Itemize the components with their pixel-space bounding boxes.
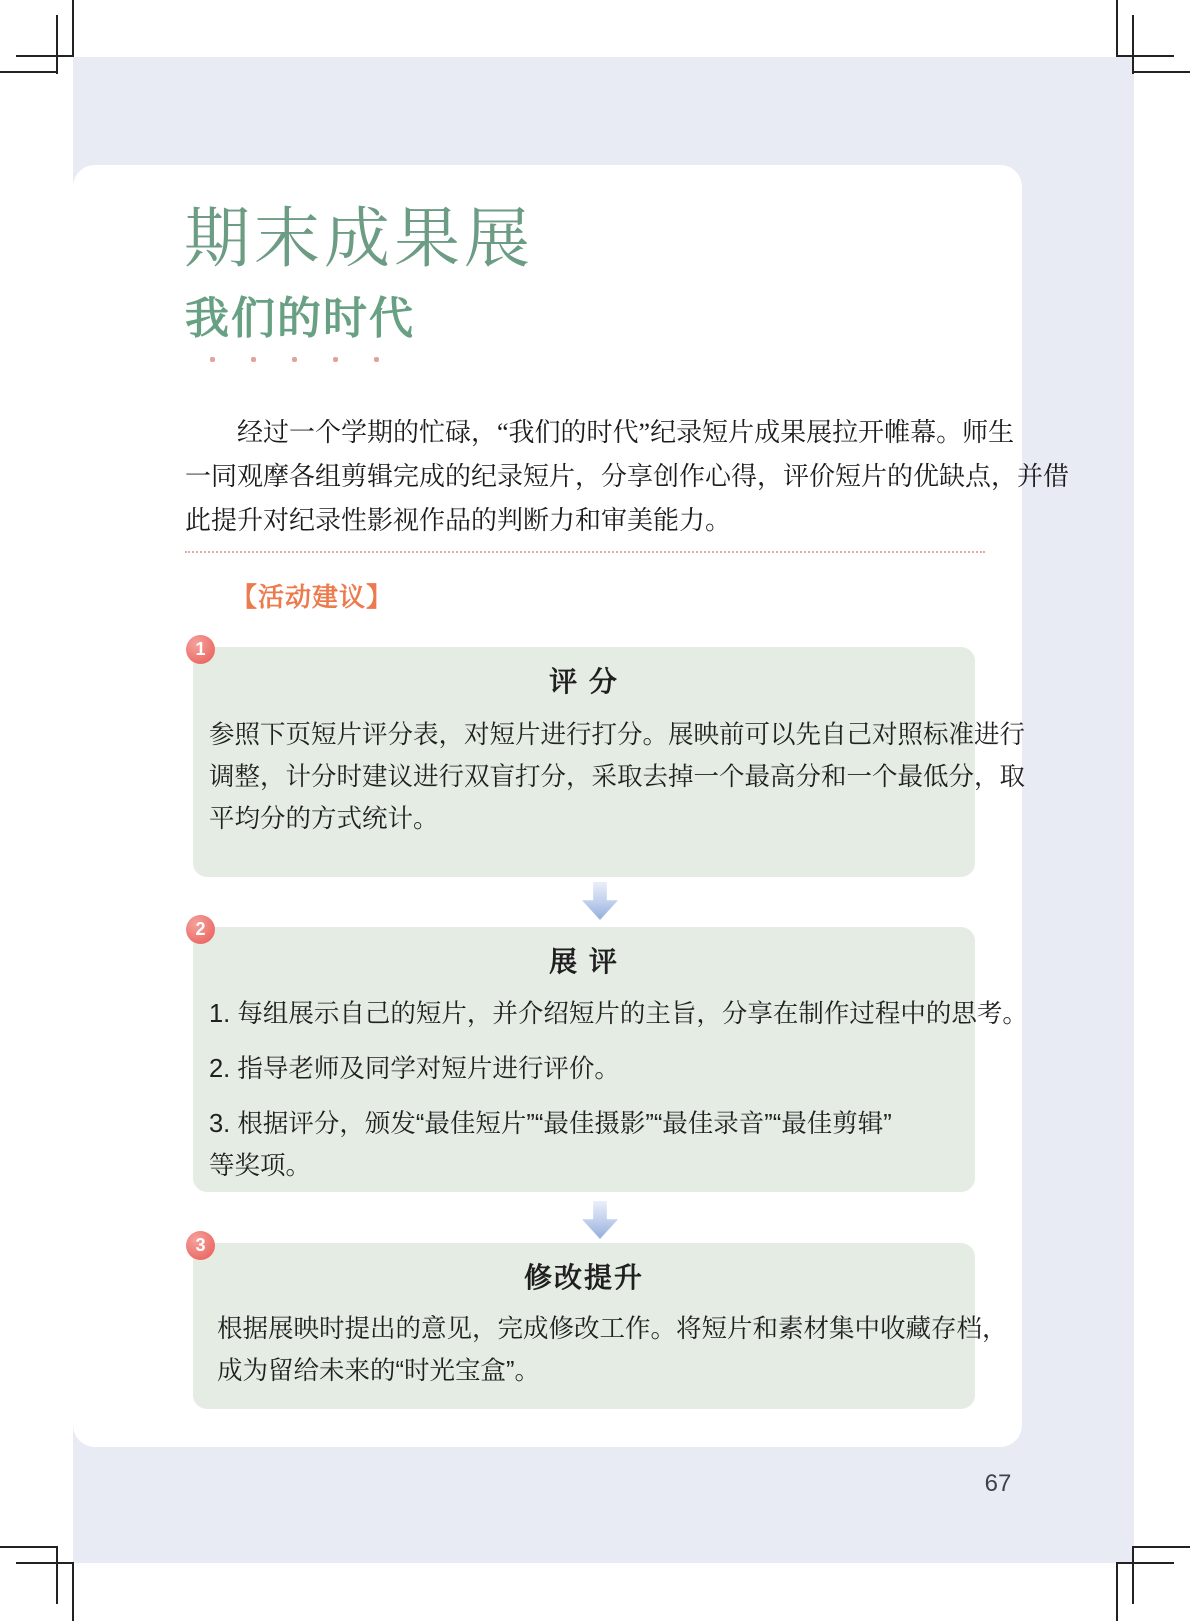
step-box-revision <box>193 1243 1008 1409</box>
step-box-scoring <box>193 647 1026 877</box>
list-item: 3. 根据评分，颁发“最佳短片”“最佳摄影”“最佳录音”“最佳剪辑” 等奖项。 <box>209 1110 892 1180</box>
step-title: 修改提升 <box>523 1262 644 1293</box>
page-title: 期末成果展 <box>184 203 534 276</box>
list-item: 1. 每组展示自己的短片，并介绍短片的主旨，分享在制作过程中的思考。 <box>209 1000 1028 1028</box>
crop-mark-line <box>16 1562 74 1564</box>
crop-mark-line <box>1116 1562 1118 1621</box>
crop-mark-line <box>56 15 58 74</box>
crop-mark-line <box>0 71 58 73</box>
subtitle-dots-decoration <box>210 357 379 362</box>
page-number: 67 <box>984 1470 1012 1497</box>
page-subtitle: 我们的时代 <box>185 294 415 343</box>
step-box-exhibition <box>193 927 1028 1192</box>
crop-mark-line <box>0 1546 58 1548</box>
crop-mark-line <box>72 1562 74 1621</box>
step-title: 评 分 <box>549 666 619 697</box>
step-item-list <box>209 993 1028 1187</box>
crop-mark-line <box>1132 1546 1190 1548</box>
step-number-badge-1: 1 <box>186 635 215 664</box>
crop-mark-line <box>1132 71 1190 73</box>
step-title: 展 评 <box>549 946 619 977</box>
dotted-separator <box>185 551 985 553</box>
step-number-badge-2: 2 <box>186 915 215 944</box>
crop-mark-line <box>1116 55 1174 57</box>
crop-mark-line <box>16 55 74 57</box>
crop-mark-line <box>56 1546 58 1604</box>
list-item: 2. 指导老师及同学对短片进行评价。 <box>209 1055 620 1083</box>
intro-paragraph: 经过一个学期的忙碌，“我们的时代”纪录短片成果展拉开帷幕。师生 一同观摩各组剪辑完成的纪录短片，分享创作心得，评价短片的优缺点，并借 此提升对纪录性影视作品的判断力和审美能力。 <box>185 418 1070 535</box>
step-body-text: 参照下页短片评分表，对短片进行打分。展映前可以先自己对照标准进行 调整，计分时建议进行双盲打分，采取去掉一个最高分和一个最低分，取 平均分的方式统计。 <box>209 721 1026 833</box>
step-body-text: 根据展映时提出的意见，完成修改工作。将短片和素材集中收藏存档， 成为留给未来的“时光宝盒”。 <box>217 1315 1008 1385</box>
crop-mark-line <box>1116 1562 1174 1564</box>
activity-suggestion-label: 【活动建议】 <box>231 582 394 612</box>
crop-mark-line <box>72 0 74 57</box>
crop-mark-line <box>1132 1546 1134 1604</box>
crop-mark-line <box>1132 15 1134 74</box>
crop-mark-line <box>1116 0 1118 57</box>
step-number-badge-3: 3 <box>186 1231 215 1260</box>
